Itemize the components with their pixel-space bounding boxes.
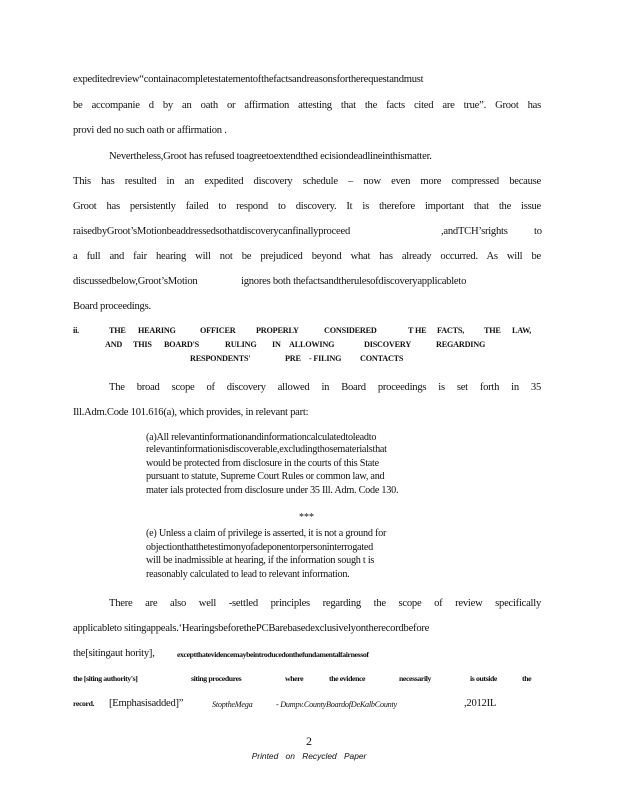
heading-word: OFFICER [200, 326, 236, 335]
body-line: This has resulted in an expedited discovery schedule – now even more compressed because [73, 176, 541, 187]
page-number: 2 [306, 734, 312, 748]
emphasized-text: exceptthatevidencemaybeintroducedonthefundamentalfairnessof [177, 650, 369, 659]
heading-word: HEARING [138, 326, 176, 335]
body-line [73, 275, 541, 288]
heading-word: DISCOVERY [364, 340, 412, 349]
heading-word: AND [105, 340, 123, 349]
text-segment: to [534, 226, 542, 237]
quote-line: reasonably calculated to lead to relevant information. [146, 569, 350, 580]
heading-word: CONSIDERED [324, 326, 377, 335]
body-line [73, 647, 541, 660]
quote-line: relevantinformationisdiscoverable,excludingthosematerialsthat [146, 444, 387, 455]
quote-line: would be protected from disclosure in the courts of this State [146, 458, 379, 469]
body-line: expeditedreview“containacompletestatementofthefactsandreasonsfortherequestandmust [73, 74, 424, 85]
heading-word: ii. [73, 326, 79, 335]
quote-line: mater ials protected from disclosure under 35 Ill. Adm. Code 130. [146, 485, 399, 496]
quote-line: objectionthatthetestimonyofadeponentorpersoninterrogated [146, 542, 374, 553]
emphasized-text: necessarily [399, 674, 431, 683]
text-segment: [Emphasisadded]” [109, 698, 184, 709]
body-line: applicableto sitingappeals.‘HearingsbeforethePCBarebasedexclusivelyontherecordbefore [73, 623, 430, 634]
text-segment: raisedbyGroot’sMotionbeaddressedsothatdiscoverycanfinallyproceed [73, 226, 351, 237]
body-line [73, 225, 541, 238]
heading-word: - FILING [309, 354, 342, 363]
body-line: Nevertheless,Groot has refused toagreetoextendthed ecisiondeadlineinthismatter. [109, 151, 432, 162]
emphasized-text: siting procedures [191, 674, 242, 683]
heading-word: PRE [285, 354, 301, 363]
heading-word: BOARD'S [164, 340, 199, 349]
case-citation: StoptheMega [212, 700, 253, 709]
emphasized-text: is outside [470, 674, 497, 683]
heading-word: THE [484, 326, 501, 335]
emphasized-text: the [siting authority's] [73, 674, 138, 683]
heading-word: LAW, [512, 326, 532, 335]
quote-line: (e) Unless a claim of privilege is asserted, it is not a ground for [146, 528, 387, 539]
heading-word: CONTACTS [360, 354, 404, 363]
body-line: Board proceedings. [73, 301, 151, 312]
emphasized-text: the evidence [329, 674, 366, 683]
quote-line: will be inadmissible at hearing, if the information sough t is [146, 555, 375, 566]
heading-word: T HE [408, 326, 427, 335]
emphasized-text: where [285, 674, 304, 683]
quote-line: pursuant to statute, Supreme Court Rules or common law, and [146, 471, 385, 482]
emphasized-text: record. [73, 699, 95, 708]
heading-word: ALLOWING [289, 340, 335, 349]
text-segment: the[sitingaut hority], [73, 648, 155, 659]
emphasized-text: the [522, 674, 532, 683]
text-segment: ignores both thefactsandtherulesofdiscoveryapplicableto [241, 276, 467, 287]
section-break-stars: *** [299, 512, 314, 523]
heading-word: THE [109, 326, 126, 335]
heading-word: RULING [225, 340, 257, 349]
body-line: Groot has persistently failed to respond to discovery. It is therefore important that the issue [73, 201, 541, 212]
body-line: Ill.Adm.Code 101.616(a), which provides, in relevant part: [73, 407, 309, 418]
quote-line: (a)All relevantinformationandinformationcalculatedtoleadto [146, 432, 377, 443]
text-segment: ,2012IL [464, 698, 497, 709]
heading-word: FACTS, [437, 326, 465, 335]
body-line: a full and fair hearing will not be prejudiced beyond what has already occurred. As will be [73, 251, 541, 262]
heading-word: RESPONDENTS' [190, 354, 251, 363]
body-line: There are also well -settled principles regarding the scope of review specifically [109, 598, 541, 609]
heading-word: PROPERLY [256, 326, 299, 335]
page-footer: Printed on Recycled Paper [251, 751, 367, 761]
case-citation: - Dumpv.CountyBoardofDeKalbCounty [276, 700, 397, 709]
body-line: be accompanie d by an oath or affirmation attesting that the facts cited are true”. Groot has [73, 100, 541, 111]
body-line: The broad scope of discovery allowed in Board proceedings is set forth in 35 [109, 382, 541, 393]
body-line: provi ded no such oath or affirmation . [73, 125, 227, 136]
heading-word: IN [272, 340, 281, 349]
heading-word: REGARDING [436, 340, 486, 349]
heading-word: THIS [133, 340, 152, 349]
text-segment: discussedbelow,Groot’sMotion [73, 276, 198, 287]
text-segment: ,andTCH’srights [441, 226, 508, 237]
